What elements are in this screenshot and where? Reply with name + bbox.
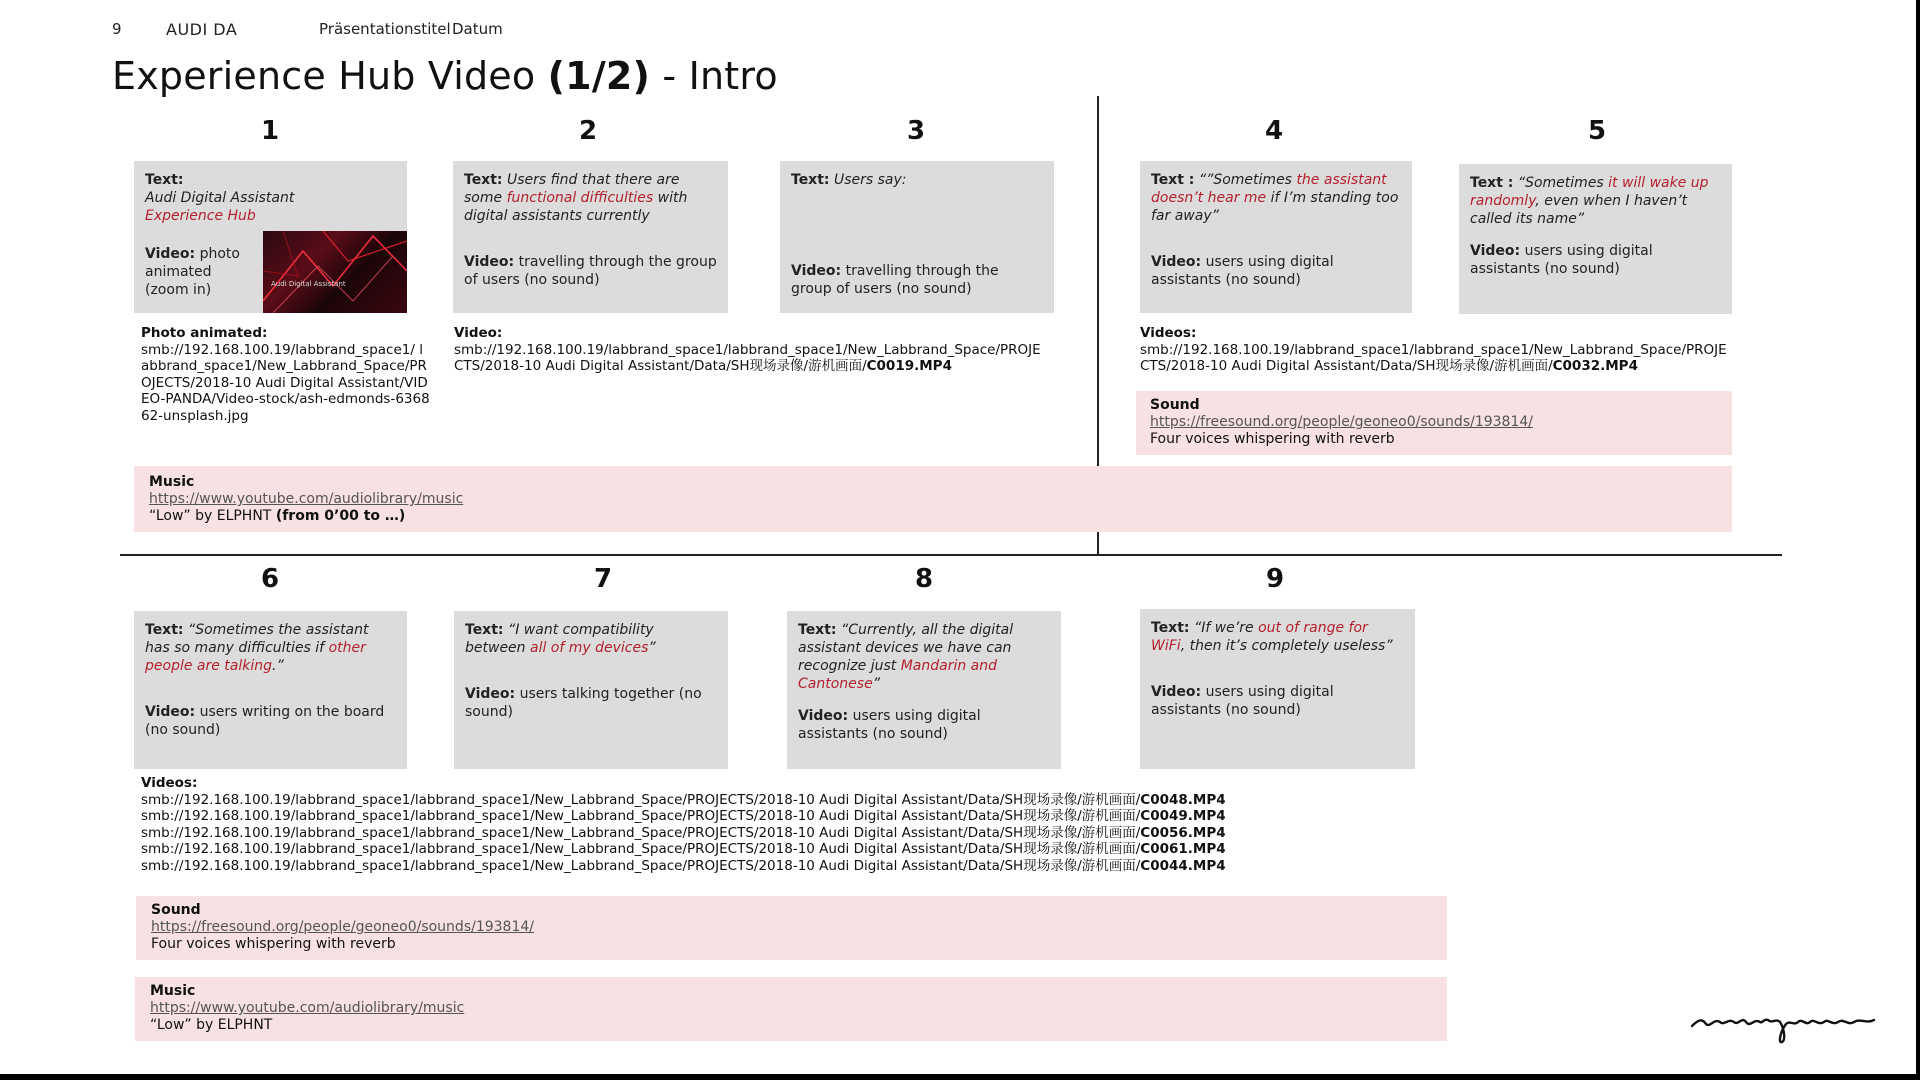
text-content: , even when I haven’t called its name” bbox=[1470, 193, 1688, 227]
video-path: smb://192.168.100.19/labbrand_space1/labbrand_space1/New_Labbrand_Space/PROJECTS/2018-10 Audi Digital Assistant/Data/SH现场录像/游机画面/ bbox=[141, 841, 1141, 857]
text-content: “If we’re bbox=[1189, 620, 1259, 636]
video-path: smb://192.168.100.19/labbrand_space1/labbrand_space1/New_Labbrand_Space/PROJECTS/2018-10 Audi Digital Assistant/Data/SH现场录像/游机画面/ bbox=[1140, 341, 1727, 374]
horizontal-divider bbox=[120, 554, 1782, 556]
music-link[interactable]: https://www.youtube.com/audiolibrary/music bbox=[150, 1000, 465, 1016]
video-path: smb://192.168.100.19/labbrand_space1/labbrand_space1/New_Labbrand_Space/PROJECTS/2018-10 Audi Digital Assistant/Data/SH现场录像/游机画面/ bbox=[141, 808, 1141, 824]
video-file: C0048.MP4 bbox=[1140, 791, 1226, 808]
text-label: Text: bbox=[465, 622, 504, 638]
music-block-bottom bbox=[135, 977, 1447, 1041]
videos-label: Videos: bbox=[141, 775, 198, 791]
text-highlight: the assistant doesn’t hear me bbox=[1151, 172, 1387, 206]
music-label: Music bbox=[150, 983, 196, 999]
video-label: Video: bbox=[1470, 243, 1521, 259]
text-label: Text: bbox=[798, 622, 837, 638]
scene-card-8 bbox=[787, 611, 1061, 769]
video-file: C0056.MP4 bbox=[1140, 824, 1226, 841]
video-label: Video: bbox=[464, 254, 515, 270]
video-desc: users using digital assistants (no sound) bbox=[1151, 684, 1334, 718]
text-content: Users find that there are some bbox=[464, 172, 680, 206]
photo-label: Photo animated: bbox=[141, 325, 268, 341]
sound-label: Sound bbox=[151, 902, 201, 918]
video-path-line bbox=[141, 841, 1441, 858]
text-highlight: it will wake up randomly bbox=[1470, 175, 1709, 209]
scene-card-6 bbox=[134, 611, 407, 769]
video-desc: users using digital assistants (no sound) bbox=[1151, 254, 1334, 288]
sound-desc: Four voices whispering with reverb bbox=[1150, 431, 1395, 447]
text-highlight: Experience Hub bbox=[145, 208, 256, 224]
text-content: “I want compatibility between bbox=[465, 622, 654, 656]
red-light-graphic bbox=[263, 231, 407, 313]
scene-card-3 bbox=[780, 161, 1054, 313]
video-file: C0044.MP4 bbox=[1140, 857, 1226, 874]
music-desc: “Low” by ELPHNT bbox=[150, 1017, 273, 1033]
scene-number: 6 bbox=[260, 564, 280, 594]
video-label: Video: bbox=[145, 246, 196, 262]
scene-number: 4 bbox=[1264, 116, 1284, 146]
video-label: Video: bbox=[454, 325, 503, 341]
sound-link[interactable]: https://freesound.org/people/geoneo0/sounds/193814/ bbox=[151, 919, 534, 935]
sound-block-bottom bbox=[136, 896, 1447, 960]
video-desc: travelling through the group of users (no sound) bbox=[464, 254, 717, 288]
text-content: ” bbox=[648, 640, 656, 656]
video-desc: users talking together (no sound) bbox=[465, 686, 702, 720]
text-content: , then it’s completely useless” bbox=[1180, 638, 1393, 654]
date-label: Datum bbox=[452, 20, 503, 38]
video-label: Video: bbox=[465, 686, 516, 702]
video-path-line bbox=[141, 792, 1441, 809]
video-path: smb://192.168.100.19/labbrand_space1/labbrand_space1/New_Labbrand_Space/PROJECTS/2018-10 Audi Digital Assistant/Data/SH现场录像/游机画面/ bbox=[141, 824, 1141, 841]
presentation-title: Präsentationstitel bbox=[319, 20, 451, 38]
text-label: Text: bbox=[791, 172, 830, 188]
videos-list-bottom bbox=[141, 775, 1441, 874]
scene-card-7 bbox=[454, 611, 728, 769]
signature-logo-icon bbox=[1688, 1004, 1878, 1044]
video-path-line bbox=[141, 825, 1441, 842]
page-number: 9 bbox=[112, 20, 122, 38]
text-label: Text : bbox=[1470, 175, 1514, 191]
text-highlight: functional difficulties bbox=[506, 190, 654, 206]
text-content: “Sometimes bbox=[1513, 175, 1609, 191]
video-label: Video: bbox=[1151, 254, 1202, 270]
text-content: “Currently, all the digital assistant devices we have can recognize just bbox=[798, 622, 1014, 674]
scene-number: 7 bbox=[593, 564, 613, 594]
video-file: C0049.MP4 bbox=[1140, 808, 1226, 824]
video-desc: photo bbox=[195, 246, 240, 262]
photo-path: smb://192.168.100.19/labbrand_space1/ labbrand_space1/New_Labbrand_Space/PR OJECTS/2018-10 Audi Digital Assistant/VIDEO-PANDA/Video-stock/ash-edmonds-636862-unsplash.jpg bbox=[141, 341, 430, 424]
music-block-top bbox=[134, 466, 1732, 532]
text-content: Audi Digital Assistant bbox=[145, 190, 295, 206]
scene-card-5 bbox=[1459, 164, 1732, 314]
video-path: smb://192.168.100.19/labbrand_space1/labbrand_space1/New_Labbrand_Space/PROJECTS/2018-10 Audi Digital Assistant/Data/SH现场录像/游机画面/ bbox=[141, 857, 1141, 874]
text-content: ” bbox=[872, 676, 880, 692]
text-content: with digital assistants currently bbox=[464, 190, 688, 224]
text-label: Text: bbox=[464, 172, 503, 188]
text-highlight: other people are talking bbox=[145, 640, 366, 674]
scene-number: 8 bbox=[914, 564, 934, 594]
video-path-block bbox=[454, 325, 1044, 375]
page-title bbox=[112, 54, 778, 98]
video-desc: users writing on the board (no sound) bbox=[145, 704, 385, 738]
text-content: “Sometimes the assistant has so many difficulties if bbox=[145, 622, 369, 656]
video-desc: animated bbox=[145, 264, 212, 280]
text-content: .” bbox=[272, 658, 284, 674]
video-path: smb://192.168.100.19/labbrand_space1/labbrand_space1/New_Labbrand_Space/PROJECTS/2018-10 Audi Digital Assistant/Data/SH现场录像/游机画面/ bbox=[454, 341, 1041, 374]
title-part: (1/2) bbox=[547, 54, 651, 98]
scene-card-2 bbox=[453, 161, 728, 313]
title-suffix: - Intro bbox=[650, 54, 778, 98]
music-desc: “Low” by ELPHNT bbox=[149, 508, 276, 524]
company-logo bbox=[1688, 1004, 1878, 1044]
text-label: Text: bbox=[1151, 620, 1190, 636]
video-desc: users using digital assistants (no sound) bbox=[1470, 243, 1653, 277]
text-highlight: Mandarin and Cantonese bbox=[798, 658, 998, 692]
sound-label: Sound bbox=[1150, 397, 1200, 413]
scene-card-4 bbox=[1140, 161, 1412, 313]
video-file: C0019.MP4 bbox=[866, 358, 952, 374]
scene-card-9 bbox=[1140, 609, 1415, 769]
text-content: “”Sometimes bbox=[1194, 172, 1297, 188]
music-link[interactable]: https://www.youtube.com/audiolibrary/music bbox=[149, 491, 464, 507]
videos-path-block bbox=[1140, 325, 1730, 375]
sound-link[interactable]: https://freesound.org/people/geoneo0/sounds/193814/ bbox=[1150, 414, 1533, 430]
text-label: Text: bbox=[145, 622, 184, 638]
video-path-line bbox=[141, 858, 1441, 875]
video-desc: users using digital assistants (no sound) bbox=[798, 708, 981, 742]
scene-number: 1 bbox=[260, 116, 280, 146]
text-highlight: all of my devices bbox=[530, 640, 649, 656]
text-content: if I’m standing too far away” bbox=[1151, 190, 1399, 224]
brand-name: AUDI DA bbox=[166, 20, 238, 39]
text-label: Text : bbox=[1151, 172, 1195, 188]
video-file: C0061.MP4 bbox=[1140, 841, 1226, 857]
sound-block-top bbox=[1136, 391, 1732, 455]
video-label: Video: bbox=[798, 708, 849, 724]
video-path-line bbox=[141, 808, 1441, 825]
text-content: Users say: bbox=[829, 172, 907, 188]
scene-card-1 bbox=[134, 161, 407, 313]
text-label: Text: bbox=[145, 172, 184, 188]
scene-number: 9 bbox=[1265, 564, 1285, 594]
video-path: smb://192.168.100.19/labbrand_space1/labbrand_space1/New_Labbrand_Space/PROJECTS/2018-10 Audi Digital Assistant/Data/SH现场录像/游机画面/ bbox=[141, 791, 1141, 808]
scene-number: 5 bbox=[1587, 116, 1607, 146]
video-label: Video: bbox=[791, 263, 842, 279]
music-timing: (from 0’00 to …) bbox=[275, 508, 406, 524]
text-highlight: out of range for WiFi bbox=[1151, 620, 1368, 654]
photo-path-block bbox=[141, 325, 430, 424]
photo-thumbnail bbox=[263, 231, 407, 313]
videos-label: Videos: bbox=[1140, 325, 1197, 341]
music-label: Music bbox=[149, 474, 195, 490]
thumbnail-caption: Audi Digital Assistant bbox=[271, 280, 346, 288]
video-label: Video: bbox=[1151, 684, 1202, 700]
video-file: C0032.MP4 bbox=[1552, 358, 1638, 374]
sound-desc: Four voices whispering with reverb bbox=[151, 936, 396, 952]
title-main: Experience Hub Video bbox=[112, 54, 548, 98]
scene-number: 2 bbox=[578, 116, 598, 146]
video-label: Video: bbox=[145, 704, 196, 720]
video-desc: travelling through the group of users (no sound) bbox=[791, 263, 999, 297]
video-desc: (zoom in) bbox=[145, 282, 212, 298]
scene-number: 3 bbox=[906, 116, 926, 146]
